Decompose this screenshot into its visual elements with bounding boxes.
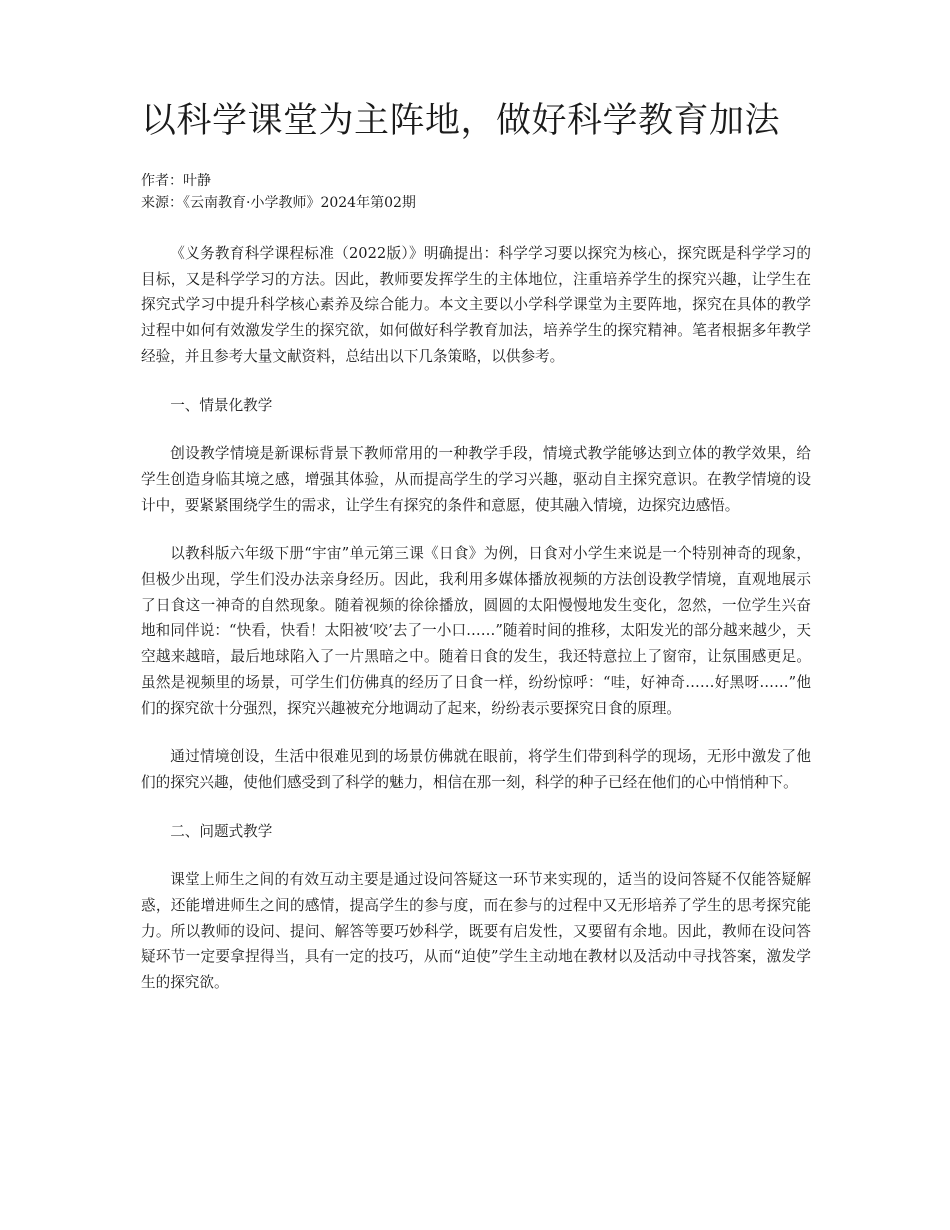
section-2-paragraph-1: 课堂上师生之间的有效互动主要是通过设问答疑这一环节来实现的，适当的设问答疑不仅能答疑解惑，还能增进师生之间的感情，提高学生的参与度，而在参与的过程中又无形培养了学生的思考探究能力。所以教师的设问、提问、解答等要巧妙科学，既要有启发性，又要留有余地。因此，教师在设问答疑环节一定要拿捏得当，具有一定的技巧，从而“迫使”学生主动地在教材以及活动中寻找答案，激发学生的探究欲。 [141, 871, 811, 992]
article-body [141, 241, 811, 1019]
intro-paragraph: 《义务教育科学课程标准（2022版）》明确提出：科学学习要以探究为核心，探究既是科学学习的目标，又是科学学习的方法。因此，教师要发挥学生的主体地位，注重培养学生的探究兴趣，让学生在探究式学习中提升科学核心素养及综合能力。本文主要以小学科学课堂为主要阵地，探究在具体的教学过程中如何有效激发学生的探究欲，如何做好科学教育加法，培养学生的探究精神。笔者根据多年教学经验，并且参考大量文献资料，总结出以下几条策略，以供参考。 [141, 245, 811, 365]
author-line: 作者：叶静 [141, 173, 211, 189]
source-line: 来源：《云南教育·小学教师》2024年第02期 [141, 195, 416, 211]
section-heading-2: 二、问题式教学 [170, 822, 273, 840]
section-1-paragraph-1: 创设教学情境是新课标背景下教师常用的一种教学手段，情境式教学能够达到立体的教学效果，给学生创造身临其境之感，增强其体验，从而提高学生的学习兴趣，驱动自主探究意识。在教学情境的设计中，要紧紧围绕学生的需求，让学生有探究的条件和意愿，使其融入情境，边探究边感悟。 [141, 445, 811, 514]
section-1-paragraph-2: 以教科版六年级下册“宇宙”单元第三课《日食》为例，日食对小学生来说是一个特别神奇的现象，但极少出现，学生们没办法亲身经历。因此，我利用多媒体播放视频的方法创设教学情境，直观地展示了日食这一神奇的自然现象。随着视频的徐徐播放，圆圆的太阳慢慢地发生变化，忽然，一位学生兴奋地和同伴说：“快看，快看！太阳被‘咬’去了一小口……”随着时间的推移，太阳发光的部分越来越少，天空越来越暗，最后地球陷入了一片黑暗之中。随着日食的发生，我还特意拉上了窗帘，让氛围感更足。虽然是视频里的场景，可学生们仿佛真的经历了日食一样，纷纷惊呼：“哇，好神奇……好黑呀……”他们的探究欲十分强烈，探究兴趣被充分地调动了起来，纷纷表示要探究日食的原理。 [141, 545, 811, 717]
section-heading-1: 一、情景化教学 [170, 396, 273, 414]
article-title: 以科学课堂为主阵地，做好科学教育加法 [141, 101, 781, 141]
section-1-paragraph-3: 通过情境创设，生活中很难见到的场景仿佛就在眼前，将学生们带到科学的现场，无形中激发了他们的探究兴趣，使他们感受到了科学的魅力，相信在那一刻，科学的种子已经在他们的心中悄悄种下。 [141, 748, 811, 791]
article-meta [141, 170, 416, 214]
